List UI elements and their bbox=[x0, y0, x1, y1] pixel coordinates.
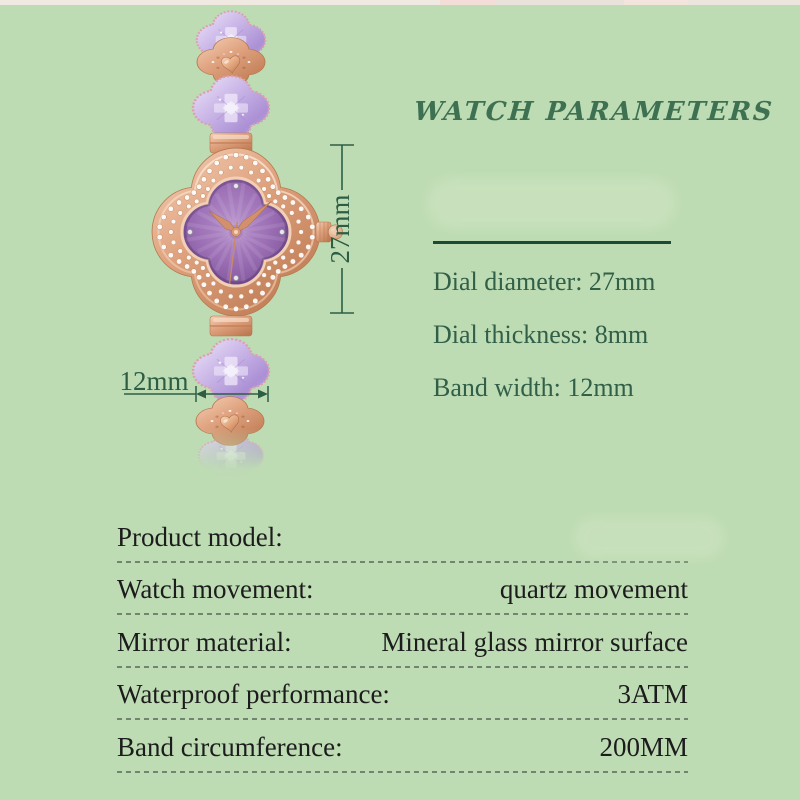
row-separator bbox=[117, 561, 688, 563]
top-edge-strip bbox=[0, 0, 800, 5]
row-separator bbox=[117, 666, 688, 668]
table-row bbox=[117, 679, 688, 709]
band-width-label: 12mm bbox=[119, 366, 189, 396]
table-row bbox=[117, 732, 688, 762]
row-separator bbox=[117, 613, 688, 615]
title-underline bbox=[433, 241, 671, 244]
row-label: Mirror material: bbox=[117, 627, 292, 657]
spec-dial-diameter: Dial diameter: 27mm bbox=[433, 267, 656, 296]
watch-case bbox=[152, 148, 343, 316]
band-connector-bottom bbox=[210, 316, 252, 336]
table-row bbox=[117, 574, 688, 604]
bracelet-fade-out bbox=[177, 428, 293, 480]
row-label: Waterproof performance: bbox=[117, 679, 390, 709]
crystal-clover-link-top bbox=[193, 76, 269, 140]
row-value: 3ATM bbox=[617, 679, 688, 709]
row-separator bbox=[117, 718, 688, 720]
row-separator bbox=[117, 771, 688, 773]
redacted-model-blob bbox=[575, 518, 723, 558]
bracelet-top bbox=[193, 11, 269, 153]
spec-dial-thickness: Dial thickness: 8mm bbox=[433, 320, 649, 349]
row-value: 200MM bbox=[599, 732, 688, 762]
row-label: Product model: bbox=[117, 522, 283, 552]
row-value: Mineral glass mirror surface bbox=[381, 627, 688, 657]
spec-band-width: Band width: 12mm bbox=[433, 373, 634, 402]
section-title: WATCH PARAMETERS bbox=[412, 97, 775, 127]
row-label: Watch movement: bbox=[117, 574, 314, 604]
watch-photo bbox=[85, 0, 385, 480]
row-value: quartz movement bbox=[499, 574, 688, 604]
row-label: Band circumference: bbox=[117, 732, 343, 762]
table-row bbox=[117, 627, 688, 657]
dial-diameter-label: 27mm bbox=[325, 194, 355, 264]
redacted-brand-blob bbox=[428, 179, 675, 228]
